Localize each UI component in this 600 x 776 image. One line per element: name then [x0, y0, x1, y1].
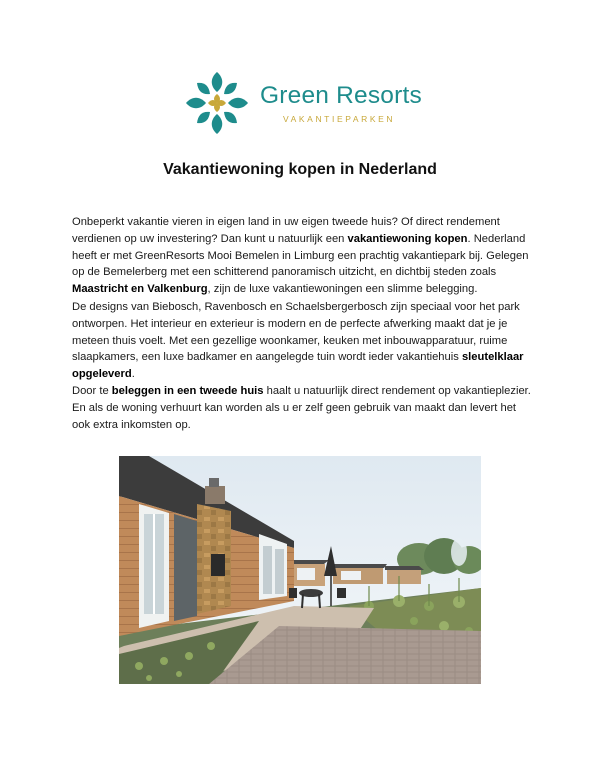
paragraph-text: Onbeperkt vakantie vieren in eigen land in uw eigen tweede huis? Of direct rendement verdienen op uw investering? Dan kunt u natuurlijk een	[72, 216, 500, 245]
paragraph-text: haalt u natuurlijk direct rendement op vakantieplezier. En als de woning verhuurt kan worden als u er zelf geen gebruik van maakt dan levert het ook extra inkomsten op.	[72, 385, 531, 431]
brand-subtitle: VAKANTIEPARKEN	[283, 114, 396, 124]
paragraph-text: Door te	[72, 385, 112, 397]
designs-paragraph	[72, 299, 534, 383]
investment-paragraph	[72, 383, 534, 433]
highlight-vakantiewoning-kopen: vakantiewoning kopen	[347, 232, 468, 245]
highlight-maastricht-valkenburg: Maastricht en Valkenburg	[72, 283, 208, 296]
paragraph-text: . Nederland heeft er met GreenResorts Mooi Bemelen in Limburg een prachtig vakantiepark bij. Gelegen op de Bemelerberg met een schitterend panoramisch uitzicht, en dichtbij steden zoals	[72, 232, 529, 279]
paragraph-text: , zijn de luxe vakantiewoningen een slimme belegging.	[207, 283, 478, 296]
paragraph-text: De designs van Biebosch, Ravenbosch en Schaelsbergerbosch zijn speciaal voor het park ontworpen. Het interieur en exterieur is modern en de perfecte afwerking maakt dat je je meteen thuis voelt. Met een gezellige woonkamer, keuken met inbouwapparatuur, ruime slaapkamers, een luxe badkamer en aangelegde tuin wordt ieder vakantiehuis	[72, 301, 520, 364]
green-resorts-logo	[182, 68, 422, 142]
highlight-beleggen: beleggen in een tweede huis	[111, 385, 264, 397]
holiday-home-photo	[119, 456, 481, 684]
page-title: Vakantiewoning kopen in Nederland	[163, 161, 437, 178]
highlight-sleutelklaar: sleutelklaar opgeleverd	[72, 351, 524, 381]
green-resorts-logo-icon	[182, 68, 252, 138]
paragraph-text: .	[131, 368, 135, 381]
intro-paragraph	[72, 214, 534, 298]
brand-name: Green Resorts	[260, 82, 422, 109]
